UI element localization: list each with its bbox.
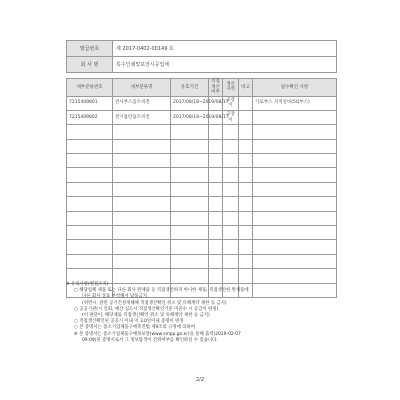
column-header-code: 세부분류번호: [67, 79, 113, 97]
row-remark: [239, 96, 253, 110]
row-period: 2017/08/18~2019/08/17: [171, 96, 209, 110]
empty-table-row: [67, 226, 337, 240]
company-name-label: 회 사 명: [67, 57, 113, 73]
note-line: ○ 공공기관(시 일회, 예산 십소시 직접생산확인기준 미준수 시 공급이 판정): [74, 306, 219, 312]
company-name-row: [67, 57, 337, 73]
row-code: 7215409802: [67, 110, 113, 124]
empty-table-row: [67, 182, 337, 196]
row-period: 2017/08/18~2019/08/17: [171, 110, 209, 124]
page-number: 2/2: [195, 377, 205, 383]
empty-table-row: [67, 211, 337, 225]
empty-table-row: [67, 125, 337, 139]
table-header-row: [67, 79, 337, 97]
row-code: 7215409801: [67, 96, 113, 110]
column-header-region: 생산 지역: [223, 79, 239, 97]
notes-section: [66, 282, 338, 344]
note-line: (위반시, 관련 공기건설계해체 직접생산확인 취소 및 유해계약 제한 등 금지): [82, 300, 227, 306]
note-line: 다른 회사 상표 부착해서 납품금지: [82, 294, 147, 300]
issue-number-value: 제 2017-0402-00149 호: [113, 41, 337, 57]
issue-number-label: 발급번호: [67, 41, 113, 57]
row-required: [253, 110, 337, 124]
empty-table-row: [67, 240, 337, 254]
table-row: [67, 96, 337, 110]
note-line: ○ 해당업체 제품 또는 다른 회사 완제품 등 직접생산하지 아니한 제품, 직접생산한 완제품에: [74, 288, 249, 294]
company-name-value: 특수인쇄및포장시공업체: [113, 57, 337, 73]
note-line: ○ 직접생산확인된 공공기 이내 이 3.0일이내 증명이 변경: [74, 319, 184, 325]
table-row: [67, 110, 337, 124]
empty-table-row: [67, 168, 337, 182]
empty-table-row: [67, 154, 337, 168]
column-header-direct: 직접생산 여부: [209, 79, 223, 97]
empty-table-row: [67, 254, 337, 268]
note-line: ※ 본 증명서는 중소기업제품구매정보망(www.smpp.go.kr)을 통해 출력(2019-02-07: [74, 331, 241, 337]
certificate-header-table: [66, 40, 337, 73]
note-line: 09:09)된 증명서로서 그 정보탐색이 진위여부를 확인하실 수 있습니다.: [82, 337, 218, 343]
notes-title: ※ 유의사항(별첨조치): [66, 282, 109, 287]
row-required: 가로부스 지적설비(5Q부스): [253, 96, 337, 110]
row-remark: [239, 110, 253, 124]
empty-table-row: [67, 269, 337, 283]
row-name: 전시흡탄옵트비전: [113, 110, 171, 124]
note-line: ○ 본 증명서는 중소기업제품구매촉진법 제9조의 규정에 의하여: [74, 325, 196, 331]
issue-number-row: [67, 41, 337, 57]
empty-table-row: [67, 197, 337, 211]
product-classification-table: [66, 78, 337, 298]
column-header-remark: 비고: [239, 79, 253, 97]
empty-table-row: [67, 139, 337, 153]
column-header-required: 필수확인 사항: [253, 79, 337, 97]
row-region: 공장이: [223, 110, 239, 124]
column-header-period: 유효기간: [171, 79, 209, 97]
column-header-name: 세부분류명: [113, 79, 171, 97]
row-name: 전사부스옵트비전: [113, 96, 171, 110]
row-region: 공장이: [223, 96, 239, 110]
note-line: (이 판단이, 해당제품 직접생산확인 취소 및 유해계약 제한 등 금지): [82, 313, 210, 319]
